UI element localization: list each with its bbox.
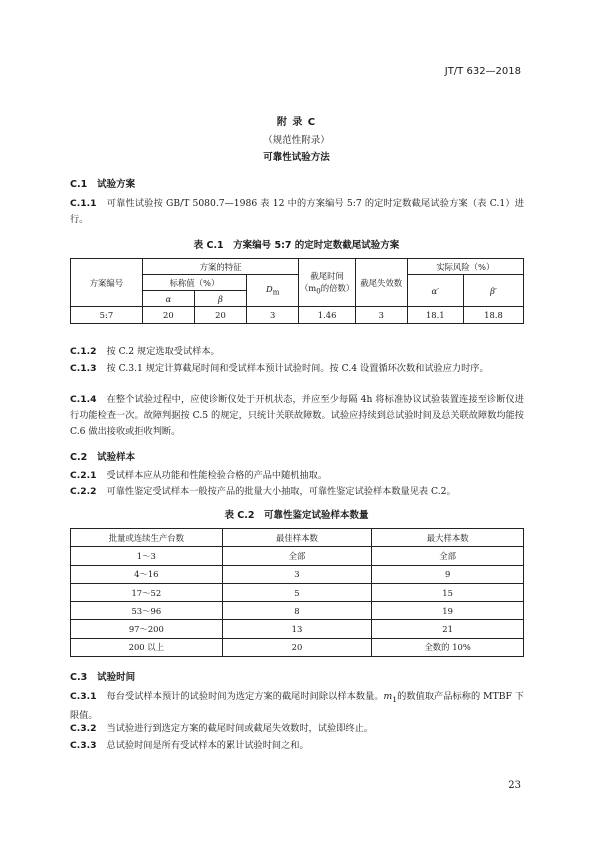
table-cell: 21 — [372, 620, 524, 638]
table-cell: 13 — [222, 620, 372, 638]
paragraph-c1-3 — [70, 361, 524, 377]
paragraph-c3-1: C.3.1 每台受试样本预计的试验时间为选定方案的截尾时间除以样本数量。$m_1$的数值取产品标称的 MTBF 下限值。 — [70, 691, 524, 721]
table-row — [71, 583, 524, 601]
section-title: 试验方案 — [97, 179, 136, 190]
paragraph-c3-3 — [70, 738, 524, 754]
table-cell: 200 以上 — [71, 638, 223, 656]
column-header: 最佳样本数 — [222, 529, 372, 547]
paragraph-text: 受试样本应从功能和性能检验合格的产品中随机抽取。 — [106, 470, 328, 481]
paragraph-text: 按 C.3.1 规定计算截尾时间和受试样本预计试验时间。按 C.4 设置循环次数和试验应力时序。 — [106, 363, 489, 374]
table-cell: 17～52 — [71, 583, 223, 601]
section-title: 试验时间 — [97, 672, 136, 683]
appendix-title: 附 录 C — [276, 117, 317, 128]
symbol-m1: m — [383, 691, 393, 702]
table-row — [71, 638, 524, 656]
section-heading-c3 — [70, 669, 135, 683]
table-cell: 8 — [222, 602, 372, 620]
standard-code: JT/T 632—2018 — [444, 66, 521, 77]
column-header: 批量或连续生产台数 — [71, 529, 223, 547]
table-cell: 全部 — [372, 547, 524, 565]
header-dm: $D_m$ — [247, 275, 299, 307]
table-cell: 5 — [222, 583, 372, 601]
section-number: C.3 — [70, 672, 88, 683]
paragraph-number: C.3.1 — [70, 691, 97, 702]
table-c1 — [70, 258, 524, 324]
table-row — [71, 565, 524, 583]
table-row — [71, 307, 524, 324]
cell-beta-prime: 18.8 — [464, 307, 524, 324]
table-cell: 20 — [222, 638, 372, 656]
cell-dm: 3 — [247, 307, 299, 324]
table-cell: 3 — [222, 565, 372, 583]
paragraph-number: C.1.3 — [70, 363, 97, 374]
header-actual-risk: 实际风险（%） — [407, 259, 523, 275]
header-features: 方案的特征 — [142, 259, 298, 275]
paragraph-text: 每台受试样本预计的试验时间为选定方案的截尾时间除以样本数量。 — [106, 691, 384, 702]
cell-scheme-no: 5:7 — [71, 307, 143, 324]
appendix-type: （规范性附录） — [263, 135, 330, 146]
table-row — [71, 547, 524, 565]
paragraph-text: 按 C.2 规定选取受试样本。 — [106, 346, 220, 357]
table-c1-caption: 表 C.1 方案编号 5:7 的定时定数截尾试验方案 — [193, 240, 400, 251]
paragraph-number: C.3.2 — [70, 723, 97, 734]
table-cell: 53～96 — [71, 602, 223, 620]
table-c2 — [70, 528, 524, 657]
paragraph-c2-1 — [70, 468, 524, 484]
table-c2-caption: 表 C.2 可靠性鉴定试验样本数量 — [224, 510, 369, 521]
paragraph-text: 当试验进行到选定方案的截尾时间或截尾失效数时，试验即终止。 — [106, 723, 373, 734]
paragraph-text: 在整个试验过程中，应使诊断仪处于开机状态，并应至少每隔 4h 将标准协议试验装置连接至诊断仪进行功能检查一次。故障判据按 C.5 的规定，只统计关联故障数。试验应持续到总试验时间及总关联故障数均能按 C.6 做出接收或拒收判断。 — [70, 394, 524, 437]
paragraph-number: C.2.1 — [70, 470, 97, 481]
paragraph-c3-2 — [70, 721, 524, 737]
page-number: 23 — [508, 780, 521, 791]
table-row — [71, 602, 524, 620]
section-heading-c2 — [70, 449, 135, 463]
cell-failures: 3 — [355, 307, 407, 324]
paragraph-c1-1 — [70, 196, 524, 228]
section-number: C.2 — [70, 452, 88, 463]
table-cell: 4～16 — [71, 565, 223, 583]
column-header: 最大样本数 — [372, 529, 524, 547]
cell-cutoff-time: 1.46 — [299, 307, 356, 324]
paragraph-c1-2 — [70, 344, 524, 360]
header-nominal: 标称值（%） — [142, 275, 246, 291]
table-cell: 全数的 10% — [372, 638, 524, 656]
cell-beta: 20 — [194, 307, 246, 324]
table-cell: 15 — [372, 583, 524, 601]
section-heading-c1 — [70, 176, 135, 190]
header-alpha: α — [142, 291, 194, 307]
section-title: 试验样本 — [97, 452, 136, 463]
header-cutoff-time: 截尾时间 （$m_0$的倍数） — [299, 259, 356, 307]
section-number: C.1 — [70, 179, 88, 190]
cell-alpha: 20 — [142, 307, 194, 324]
header-scheme-no: 方案编号 — [71, 259, 143, 307]
header-beta: β — [194, 291, 246, 307]
table-cell: 全部 — [222, 547, 372, 565]
paragraph-c1-4 — [70, 392, 524, 440]
table-row — [71, 620, 524, 638]
paragraph-number: C.3.3 — [70, 740, 97, 751]
table-cell: 1～3 — [71, 547, 223, 565]
cell-alpha-prime: 18.1 — [407, 307, 463, 324]
table-cell: 19 — [372, 602, 524, 620]
paragraph-number: C.2.2 — [70, 486, 97, 497]
table-cell: 9 — [372, 565, 524, 583]
paragraph-text: 总试验时间是所有受试样本的累计试验时间之和。 — [106, 740, 309, 751]
header-failures: 截尾失效数 — [355, 259, 407, 307]
paragraph-number: C.1.1 — [70, 198, 97, 209]
paragraph-number: C.1.4 — [70, 394, 97, 405]
paragraph-text: 可靠性试验按 GB/T 5080.7—1986 表 12 中的方案编号 5:7 的定时定数截尾试验方案（表 C.1）进行。 — [70, 198, 524, 225]
table-cell: 97～200 — [71, 620, 223, 638]
paragraph-c2-2 — [70, 484, 524, 500]
appendix-name: 可靠性试验方法 — [263, 152, 330, 163]
header-beta-prime: β′ — [464, 275, 524, 307]
paragraph-text: 的数值取产品标称的 MTBF 下限值。 — [70, 691, 524, 721]
paragraph-number: C.1.2 — [70, 346, 97, 357]
paragraph-text: 可靠性鉴定受试样本一般按产品的批量大小抽取，可靠性鉴定试验样本数量见表 C.2。 — [106, 486, 456, 497]
header-alpha-prime: α′ — [407, 275, 463, 307]
